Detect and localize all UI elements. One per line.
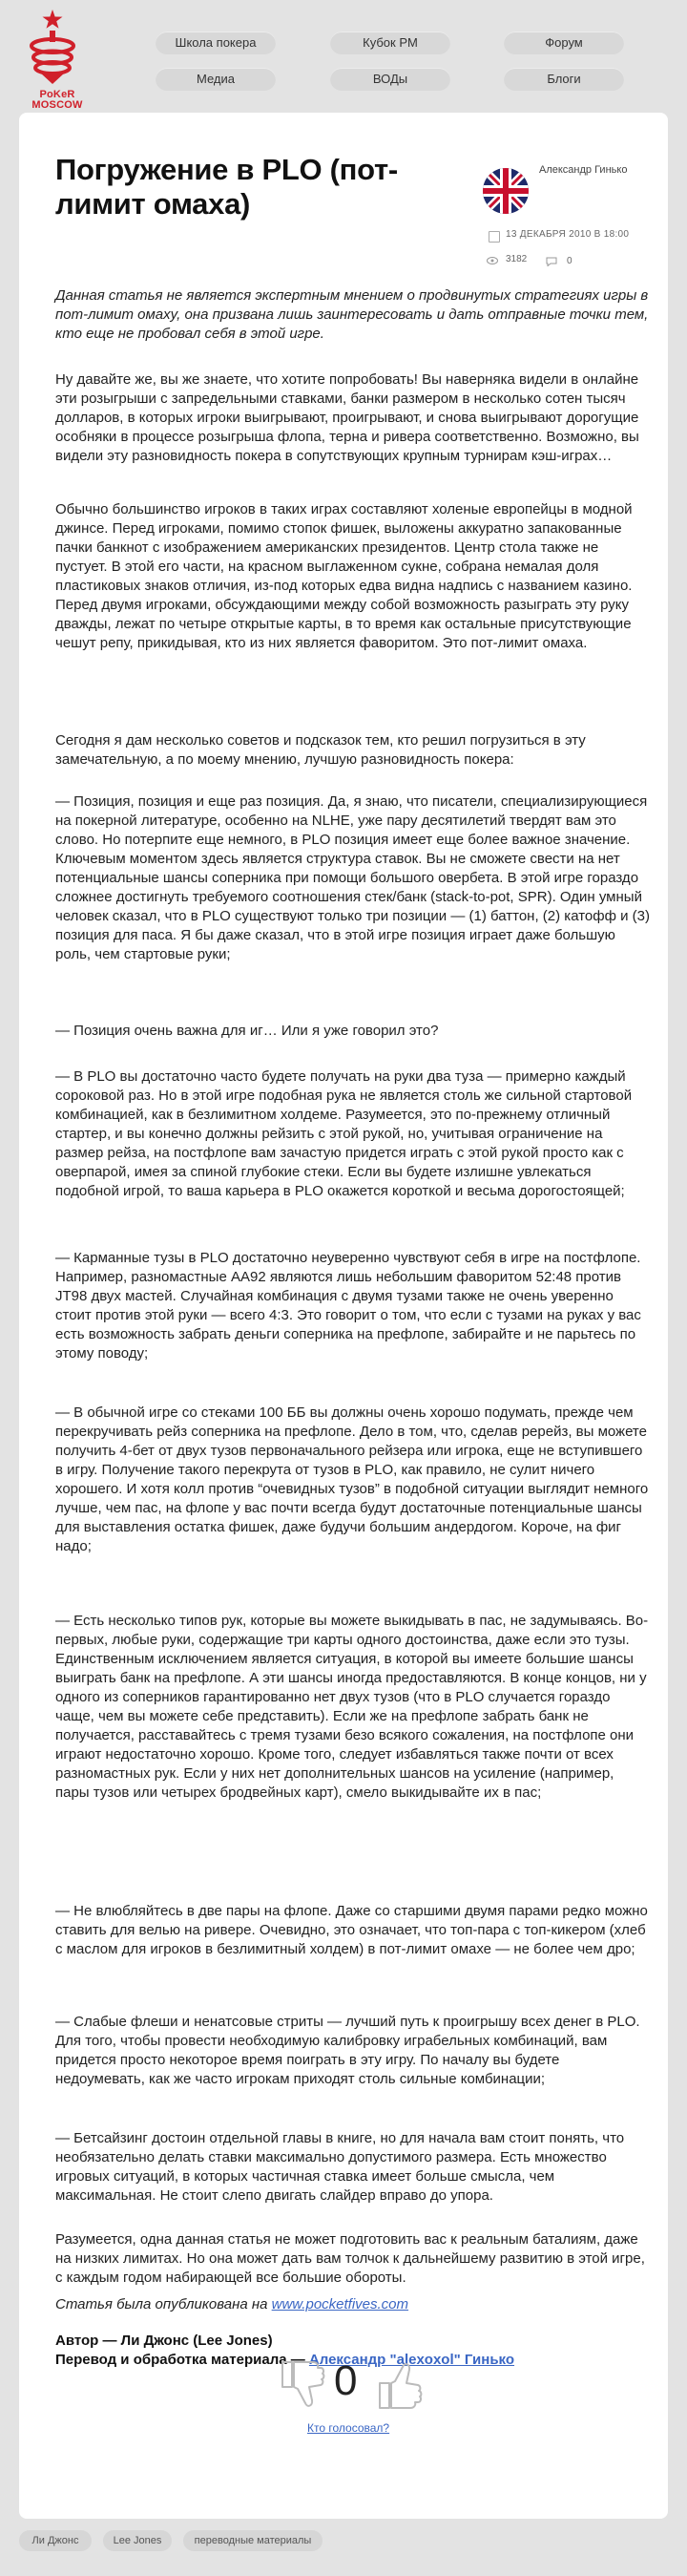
thumbs-up-icon[interactable] bbox=[374, 2358, 424, 2412]
article-paragraph-8: — В обычной игре со стеками 100 ББ вы должны очень хорошо подумать, прежде чем перекручивать рейз соперника на префлопе. Дело в том, что, сделав ререйз, вы можете получить 4-бет от двух тузов первоначального рейзера или игрока, еще не вступившего в игру. Получение такого перекрута от тузов в PLO, как правило, не сулит ничего хорошего. И хотя колл против “очевидных тузов” в подобной ситуации выглядит немного лучше, чем пас, на флопе у вас почти всегда будут достаточные потенциальные шансы для выставления остатка фишек, даже будучи большим андердогом. Короче, на фиг надо; bbox=[55, 1404, 649, 1554]
translator-link[interactable]: Александр "alexoxol" Гинько bbox=[308, 2352, 515, 2368]
article-paragraph-2: Обычно большинство игроков в таких играх составляют холеные европейцы в модной джинсе. Перед игроками, помимо стопок фишек, выложены аккуратно запакованные пачки банкнот с изображением американских президентов. Центр стола также не пустует. В этой его части, на красном выглаженном сукне, собрана немалая доля пластиковых знаков отличия, из-под которых едва видна надпись с названием казино. Перед двумя игроками, обсуждающими между собой возможность разыграть эту руку дважды, лежат по четыре открытые карты, в то время как остальные присутствующие чешут репу, прикидывая, кто из них является фаворитом. Это пот-лимит омаха. bbox=[55, 501, 633, 651]
nav-poker-school[interactable]: Школа покера bbox=[156, 32, 276, 54]
source-prefix: Статья была опубликована на bbox=[55, 2296, 272, 2312]
author-avatar[interactable] bbox=[483, 168, 529, 214]
article-paragraph-7: — Карманные тузы в PLO достаточно неуверенно чувствуют себя в игре на постфлопе. Например, разномастные AA92 являются лишь небольшим фаворитом 52:48 против JT98 двух мастей. Случайная комбинация с двумя тузами также не очень уверенно стоит против этой руки — всего 4:3. Это говорит о том, что если с тузами на руках у вас есть возможность забрать деньги соперника на префлопе, забирайте и не парьтесь по этому поводу; bbox=[55, 1250, 641, 1362]
article-source bbox=[55, 2295, 652, 2314]
author-name[interactable]: Александр Гинько bbox=[539, 164, 628, 176]
article-title: Погружение в PLO (пот-лимит омаха) bbox=[55, 153, 398, 221]
article-paragraph-1: Ну давайте же, вы же знаете, что хотите попробовать! Вы наверняка видели в онлайне эти розыгрыши с запредельными ставками, банки размером в несколько сотен тысяч долларов, в которых игроки выигрывают, проигрывают, и снова выигрывают дорогущие особняки в процессе розыгрыша флопа, терна и ривера соответственно. Возможно, вы видели эту разновидность покера в сопутствующих крупным турнирам кэш-играх… bbox=[55, 371, 639, 464]
article-paragraph-5: — Позиция очень важна для иг… Или я уже говорил это? bbox=[55, 1023, 439, 1039]
site-header bbox=[0, 0, 687, 115]
source-link[interactable]: www.pocketfives.com bbox=[271, 2296, 409, 2312]
author-credit: Автор — Ли Джонс (Lee Jones) bbox=[55, 2333, 273, 2349]
calendar-icon bbox=[489, 231, 500, 243]
nav-media[interactable]: Медиа bbox=[156, 68, 276, 91]
nav-blogs[interactable]: Блоги bbox=[504, 68, 624, 91]
article-card bbox=[19, 113, 668, 2519]
tag-lee-jones-ru[interactable]: Ли Джонс bbox=[19, 2530, 92, 2551]
comment-icon bbox=[546, 257, 557, 266]
nav-forum[interactable]: Форум bbox=[504, 32, 624, 54]
article-paragraph-9: — Есть несколько типов рук, которые вы можете выкидывать в пас, не задумываясь. Во-первых, любые руки, содержащие три карты одного достоинства, даже если это тузы. Единственным исключением является ситуация, в которой вы имеете большие шансы выиграть банк на префлопе. А эти шансы иногда предоставляются. В конце концов, ни у одного из соперников гарантированно нет двух тузов (что в PLO случается гораздо чаще, чем вы можете себе представить). Если же на префлопе забрать банк не получается, расставайтесь с тремя тузами безо всякого сожаления, на постфлопе они играют недостаточно хорошо. Кроме того, следует избавляться также почти от всех разномастных рук. Если у них нет дополнительных шансов на усиление (например, пары тузов или четырех бродвейных карт), смело выкидывайте их в пас; bbox=[55, 1613, 649, 1801]
logo-line-1: PoKeR bbox=[39, 89, 75, 100]
tag-lee-jones[interactable]: Lee Jones bbox=[103, 2530, 172, 2551]
article-paragraph-11: — Слабые флеши и ненатсовые стриты — лучший путь к проигрышу всех денег в PLO. Для того, чтобы провести необходимую калибровку играбельных комбинаций, вам придется просто некоторое время поиграть в эту игру. По началу вы будете недоумевать, как же часто игрокам приходят столь сильные комбинации; bbox=[55, 2014, 640, 2087]
nav-pm-cup[interactable]: Кубок PM bbox=[330, 32, 450, 54]
article-paragraph-13: Разумеется, одна данная статья не может подготовить вас к реальным баталиям, даже на низких лимитах. Но она может дать вам толчок к дальнейшему развитию в этой игре, с каждым годом набирающей все большие обороты. bbox=[55, 2231, 645, 2286]
nav-vods[interactable]: ВОДы bbox=[330, 68, 450, 91]
eye-icon bbox=[487, 257, 498, 264]
post-date: 13 ДЕКАБРЯ 2010 В 18:00 bbox=[506, 229, 630, 240]
poker-moscow-logo-icon bbox=[21, 8, 94, 88]
vote-count: 0 bbox=[334, 2357, 358, 2404]
article-paragraph-10: — Не влюбляйтесь в две пары на флопе. Даже со старшими двумя парами редко можно ставить для велью на ривере. Очевидно, это означает, что топ-пара с топ-кикером (хлеб с маслом для игроков в безлимитный холдем) в пот-лимит омахе — не более чем дро; bbox=[55, 1903, 648, 1957]
translation-prefix: Перевод и обработка материала — bbox=[55, 2352, 309, 2368]
tag-translated-materials[interactable]: переводные материалы bbox=[183, 2530, 323, 2551]
logo-wordmark bbox=[21, 90, 94, 111]
article-paragraph-6: — В PLO вы достаточно часто будете получать на руки два туза — примерно каждый сороковой раз. Но в этой игре подобная рука не является столь же сильной стартовой комбинацией, как в безлимитном холдеме. Разумеется, это по-прежнему отличный стартер, и вы конечно должны рейзить с этой рукой, но, учитывая ограничение на размер рейза, на постфлопе вам зачастую придется играть с этой рукой просто как с оверпарой, имея за спиной глубокие стеки. Если вы будете излишне увлекаться подобной игрой, то ваша карьера в PLO окажется короткой и весьма дорогостоящей; bbox=[55, 1068, 633, 1199]
comment-count[interactable]: 0 bbox=[567, 256, 572, 266]
site-logo[interactable] bbox=[21, 8, 94, 115]
article-lead: Данная статья не является экспертным мнением о продвинутых стратегиях игры в пот-лимит омаху, она призвана лишь заинтересовать и дать отправные точки тем, кто еще не пробовал себя в этой игре. bbox=[55, 287, 649, 342]
uk-flag-icon bbox=[483, 168, 529, 214]
view-count: 3182 bbox=[506, 254, 528, 264]
thumbs-down-icon[interactable] bbox=[277, 2358, 326, 2412]
article-paragraph-3: Сегодня я дам несколько советов и подсказок тем, кто решил погрузиться в эту замечательную, а по моему мнению, лучшую разновидность покера: bbox=[55, 732, 586, 768]
who-voted-link[interactable]: Кто голосовал? bbox=[307, 2421, 390, 2435]
article-paragraph-4: — Позиция, позиция и еще раз позиция. Да, я знаю, что писатели, специализирующиеся на покерной литературе, особенно на NLHE, уже пару десятилетий твердят вам это слово. Но потерпите еще немного, в PLO позиция имеет еще более важное значение. Ключевым моментом здесь является структура ставок. Вы не сможете свести на нет потенциальные шансы соперника при помощи большого овербета. В этой игре гораздо сложнее достигнуть требуемого соотношения стек/банк (stack-to-pot, SPR). Один умный человек сказал, что в PLO существуют только три позиции — (1) баттон, (2) катофф и (3) позиция для паса. Я бы даже сказал, что в этой игре позиция играет даже большую роль, чем стартовые руки; bbox=[55, 793, 650, 962]
logo-line-2: MOSCOW bbox=[31, 99, 83, 111]
article-paragraph-12: — Бетсайзинг достоин отдельной главы в книге, но для начала вам стоит понять, что необязательно делать ставки максимально допустимого размера. Есть множество игровых ситуаций, в которых частичная ставка имеет больше смысла, чем максимальная. Не стоит слепо двигать слайдер вправо до упора. bbox=[55, 2130, 625, 2204]
